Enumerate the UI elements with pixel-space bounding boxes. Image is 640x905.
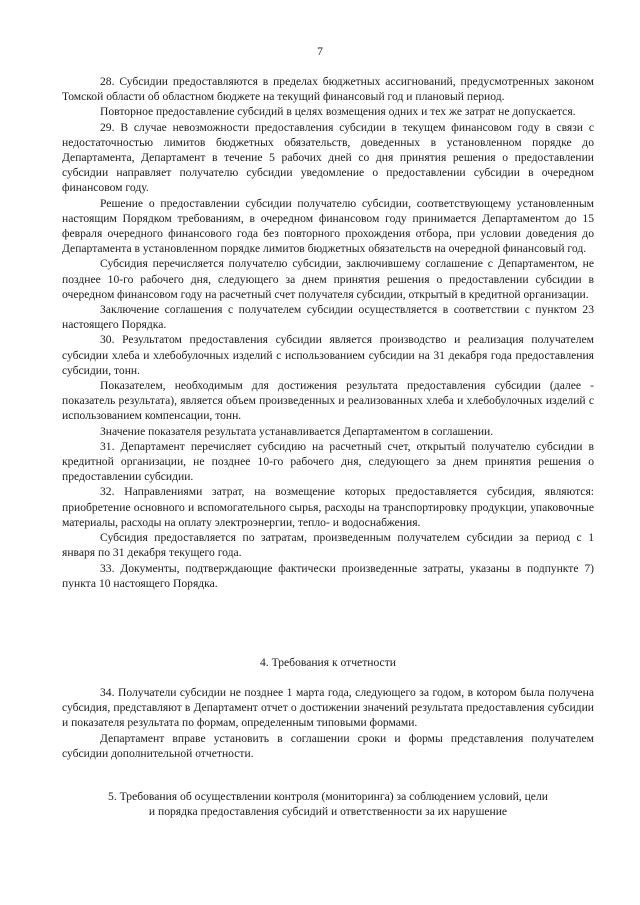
paragraph-33: 33. Документы, подтверждающие фактически произведенные затраты, указаны в подпункте 7) пункта 10 настоящего Порядка. bbox=[62, 561, 594, 590]
paragraph: Субсидия перечисляется получателю субсидии, заключившему соглашение с Департаментом, не позднее 10-го рабочего дня, следующего за днем принятия решения о предоставлении субсидии в очередном финансовом году на расчетный счет получателя субсидии, открытый в кредитной организации. bbox=[62, 257, 594, 301]
paragraph-31: 31. Департамент перечисляет субсидию на расчетный счет, открытый получателю субсидии в кредитной организации, не позднее 10-го рабочего дня, следующего за днем принятия решения о предоставлении субсидии. bbox=[62, 439, 594, 484]
main-text bbox=[62, 74, 594, 591]
paragraph: Департамент вправе установить в соглашении сроки и формы представления получателем субсидии дополнительной отчетности. bbox=[62, 731, 594, 760]
paragraph-30: 30. Результатом предоставления субсидии является производство и реализация получателем субсидии хлеба и хлебобулочных изделий с использованием субсидии на 31 декабря года предоставления субсидии, тонн. bbox=[62, 333, 594, 377]
paragraph: Решение о предоставлении субсидии получателю субсидии, соответствующему установленным настоящим Порядком требованиям, в очередном финансовом году принимается Департаментом до 15 февраля очередного финансового года без повторного прохождения отбора, при условии доведения до Департамента в установленном порядке лимитов бюджетных обязательств на очередной финансовый год. bbox=[62, 196, 594, 256]
paragraph-28: 28. Субсидии предоставляются в пределах бюджетных ассигнований, предусмотренных законом Томской области об областном бюджете на текущий финансовый год и плановый период. bbox=[62, 75, 594, 104]
page-number: 7 bbox=[317, 45, 323, 58]
paragraph-29: 29. В случае невозможности предоставления субсидии в текущем финансовом году в связи с недостаточностью лимитов бюджетных обязательств, доведенных в установленном порядке до Департамента, Департамент в течение 5 рабочих дней со дня принятия решения о предоставлении субсидии направляет получателю субсидии уведомление о предоставлении субсидии в очередном финансовом году. bbox=[62, 120, 594, 195]
section-5-heading-line1: 5. Требования об осуществлении контроля (мониторинга) за соблюдением условий, цели bbox=[108, 790, 548, 803]
paragraph: Значение показателя результата устанавливается Департаментом в соглашении. bbox=[100, 424, 494, 438]
section-5-heading-line2: и порядка предоставления субсидий и ответственности за их нарушение bbox=[148, 805, 508, 819]
section-5-heading bbox=[62, 789, 594, 819]
paragraph: Показателем, необходимым для достижения результата предоставления субсидии (далее - показатель результата), является объем произведенных и реализованных хлеба и хлебобулочных изделий с использованием компенсации, тонн. bbox=[62, 379, 594, 423]
section-4-heading: 4. Требования к отчетности bbox=[260, 656, 396, 669]
section-4-text bbox=[62, 685, 594, 761]
paragraph-32: 32. Направлениями затрат, на возмещение которых предоставляется субсидия, являются: приобретение основного и вспомогательного сырья, расходы на транспортировку продукции, упаковочные материалы, расходы на оплату электроэнергии, тепло- и водоснабжения. bbox=[62, 485, 594, 529]
paragraph: Субсидия предоставляется по затратам, произведенным получателем субсидии за период с 1 января по 31 декабря текущего года. bbox=[62, 531, 594, 560]
paragraph: Заключение соглашения с получателем субсидии осуществляется в соответствии с пунктом 23 настоящего Порядка. bbox=[62, 303, 594, 332]
paragraph: Повторное предоставление субсидий в целях возмещения одних и тех же затрат не допускается. bbox=[100, 105, 576, 119]
paragraph-34: 34. Получатели субсидии не позднее 1 марта года, следующего за годом, в котором была получена субсидия, представляют в Департамент отчет о достижении значений результата предоставления субсидии и показателя результата по формам, определенным типовыми формами. bbox=[62, 686, 594, 730]
